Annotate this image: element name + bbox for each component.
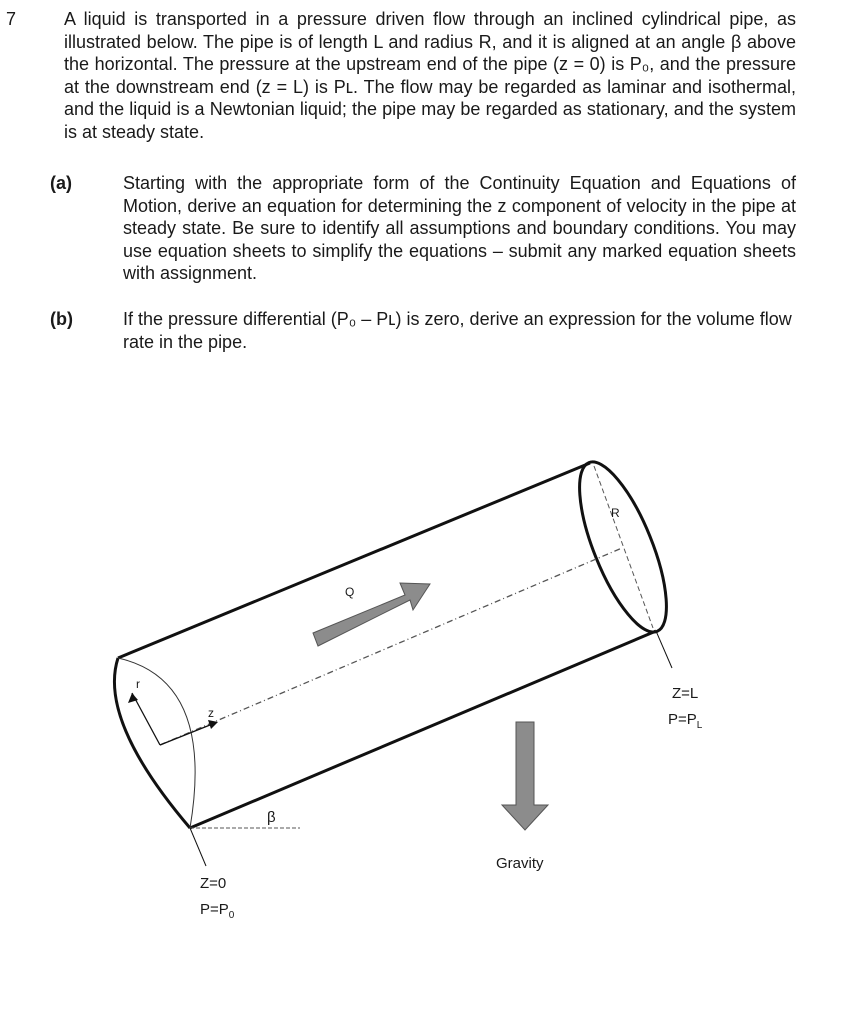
- part-b-label: (b): [50, 309, 73, 329]
- pipe-centerline: [160, 548, 622, 745]
- pipe-body: [114, 452, 684, 828]
- label-r: r: [136, 677, 140, 691]
- label-beta: β: [267, 809, 276, 826]
- outlet-leader: [656, 631, 672, 668]
- label-flow: Q: [345, 585, 355, 599]
- label-radius: R: [611, 506, 620, 520]
- inlet-outer-arc: [114, 658, 190, 828]
- gravity-arrow: [502, 722, 548, 830]
- inlet-inner-arc: [118, 658, 195, 828]
- label-gravity: Gravity: [496, 855, 544, 872]
- part-b-text: If the pressure differential (P₀ – Pʟ) is zero, derive an expression for the volume flow rate in the pipe.: [123, 309, 792, 352]
- outlet-z-label: Z=L: [672, 685, 699, 702]
- question-intro: A liquid is transported in a pressure driven flow through an inclined cylindrical pipe, as illustrated below. The pipe is of length L and radius R, and it is aligned at an angle β above the horizontal. The pressure at the upstream end of the pipe (z = 0) is P₀, and the pressure at the downstream end (z = L) is Pʟ. The flow may be regarded as laminar and isothermal, and the liquid is a Newtonian liquid; the pipe may be regarded as stationary, and the system is at steady state.: [64, 9, 796, 142]
- inlet-leader: [190, 828, 206, 866]
- part-a-text: Starting with the appropriate form of the Continuity Equation and Equations of Motion, derive an equation for determining the z component of velocity in the pipe at steady state. Be sure to identify all assumptions and boundary conditions. You may use equation sheets to simplify the equations – submit any marked equation sheets with assignment.: [123, 173, 796, 284]
- inlet-z-label: Z=0: [200, 875, 227, 892]
- question-number: 7: [6, 9, 17, 29]
- flow-arrow: [313, 583, 430, 646]
- outlet-p-label: $P=P_L$: [668, 711, 703, 731]
- label-z: z: [208, 706, 214, 720]
- outlet-ellipse: [562, 452, 684, 642]
- part-a-label: (a): [50, 173, 72, 193]
- inlet-p-label: $P=P_0$: [200, 901, 235, 921]
- axial-arrow: [160, 723, 215, 745]
- radial-arrow: [132, 693, 160, 745]
- outlet-diameter: [594, 466, 653, 628]
